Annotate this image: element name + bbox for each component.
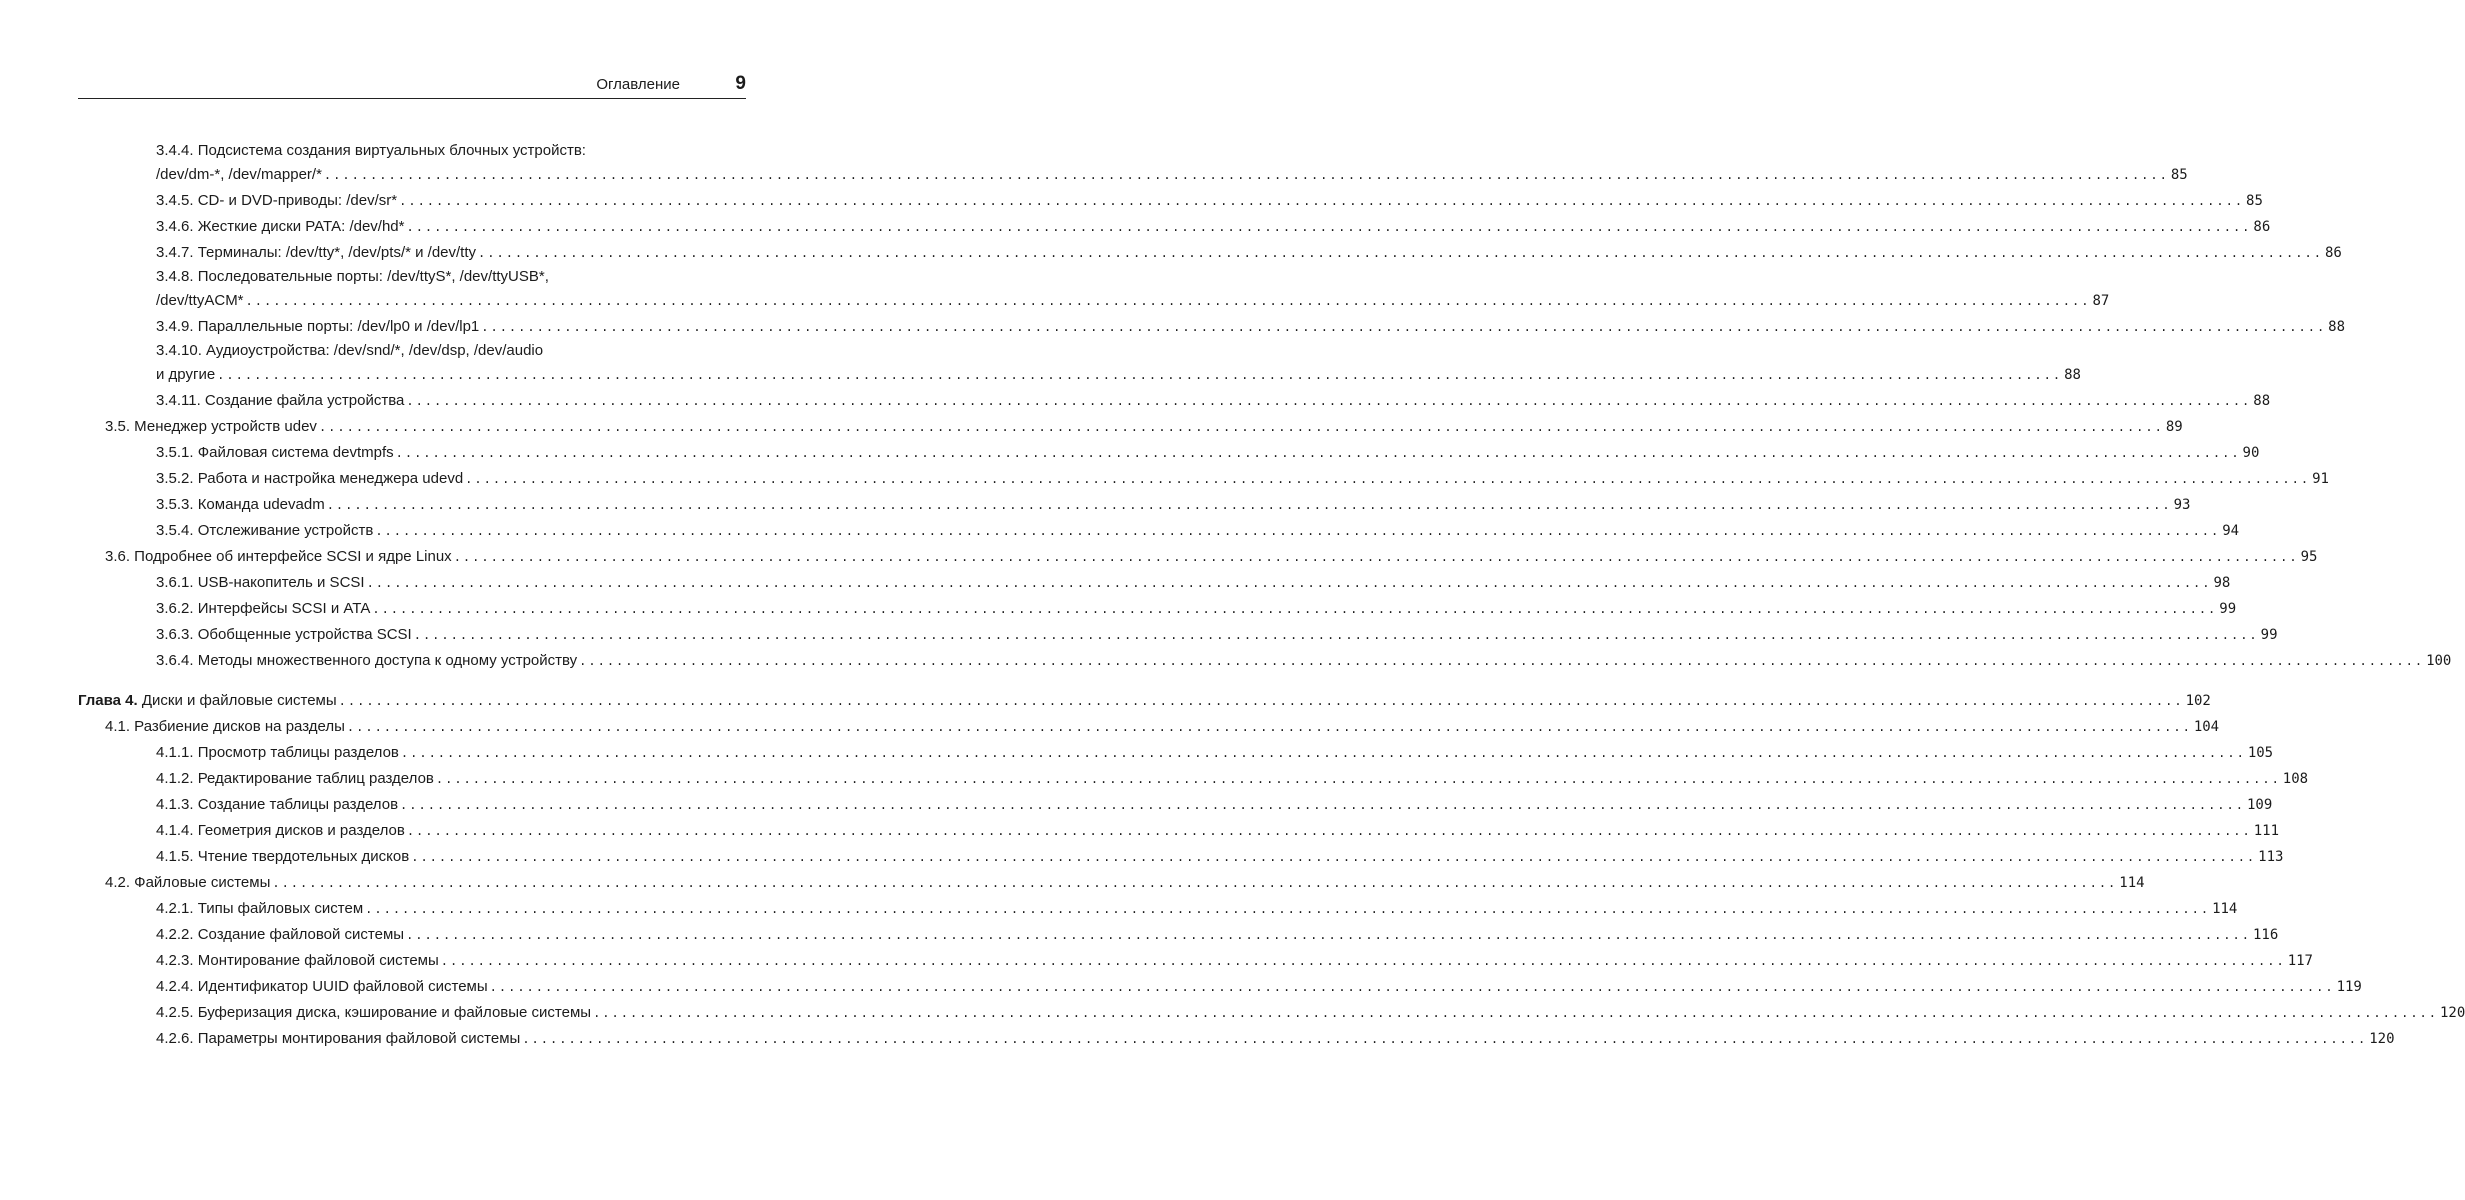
toc-entry-title: 4.2.4. Идентификатор UUID файловой системы	[156, 978, 488, 995]
toc-entry[interactable]	[78, 1026, 2395, 1052]
toc-page-number: 85	[2246, 193, 2263, 209]
toc-chapter-entry[interactable]	[78, 688, 2211, 714]
toc-entry[interactable]	[78, 922, 2279, 948]
dot-leader: ........................................................................................................................................................................................................	[217, 368, 2063, 382]
toc-entry[interactable]	[78, 740, 2274, 766]
toc-entry-title: 4.2. Файловые системы	[105, 874, 271, 891]
toc-entry-title-line1: 3.4.8. Последовательные порты: /dev/ttyS*, /dev/ttyUSB*,	[156, 268, 549, 285]
toc-entry-title: 4.2.1. Типы файловых систем	[156, 900, 364, 917]
toc-entry[interactable]	[78, 844, 2284, 870]
toc-page-number: 88	[2328, 319, 2346, 335]
toc-page-number: 114	[2212, 901, 2238, 917]
toc-entry-title: 4.1.5. Чтение твердотельных дисков	[156, 848, 410, 865]
toc-page-number: 100	[2426, 653, 2452, 669]
dot-leader: ........................................................................................................................................................................................................	[395, 446, 2241, 460]
toc-entry[interactable]	[78, 314, 2346, 340]
toc-page-number: 111	[2253, 823, 2280, 839]
dot-leader: ........................................................................................................................................................................................................	[399, 194, 2245, 208]
dot-leader: ........................................................................................................................................................................................................	[372, 602, 2218, 616]
toc-entry-title: 3.5.4. Отслеживание устройств	[156, 522, 374, 539]
toc-entry-title: 4.2.2. Создание файловой системы	[156, 926, 405, 943]
toc-page-number: 93	[2173, 497, 2191, 513]
table-of-contents	[78, 140, 2465, 1052]
dot-leader: ........................................................................................................................................................................................................	[365, 902, 2211, 916]
toc-entry-title: 3.6.1. USB-накопитель и SCSI	[156, 574, 365, 591]
toc-page-number: 108	[2282, 771, 2309, 787]
toc-entry-title: 3.5.2. Работа и настройка менеджера udevd	[156, 470, 464, 487]
toc-page-number: 116	[2252, 927, 2279, 943]
toc-entry[interactable]	[78, 544, 2318, 570]
toc-page-number: 102	[2185, 693, 2211, 709]
dot-leader: ........................................................................................................................................................................................................	[435, 772, 2281, 786]
toc-entry[interactable]	[78, 492, 2191, 518]
header-title: Оглавление	[596, 76, 680, 93]
dot-leader: ........................................................................................................................................................................................................	[440, 954, 2286, 968]
chapter-label: Глава 4.	[78, 692, 138, 709]
toc-entry[interactable]	[78, 648, 2452, 674]
toc-entry[interactable]	[78, 622, 2278, 648]
toc-entry[interactable]	[78, 792, 2273, 818]
toc-entry-title: и другие	[156, 366, 216, 383]
dot-leader: ........................................................................................................................................................................................................	[593, 1006, 2438, 1020]
dot-leader: ........................................................................................................................................................................................................	[326, 498, 2172, 512]
toc-entry-title: /dev/dm-*, /dev/mapper/*	[156, 166, 322, 183]
toc-entry-title: 3.4.7. Терминалы: /dev/tty*, /dev/pts/* и /dev/tty	[156, 244, 477, 261]
toc-entry[interactable]	[78, 518, 2240, 544]
toc-entry-title: 4.2.5. Буферизация диска, кэширование и файловые системы	[156, 1004, 592, 1021]
dot-leader: ........................................................................................................................................................................................................	[366, 576, 2212, 590]
toc-entry[interactable]	[78, 414, 2183, 440]
toc-page-number: 90	[2242, 445, 2260, 461]
toc-entry-title: Диски и файловые системы	[141, 692, 337, 709]
toc-entry-title: /dev/ttyACM*	[156, 292, 244, 309]
page-number: 9	[735, 73, 746, 94]
dot-leader: ........................................................................................................................................................................................................	[400, 746, 2246, 760]
toc-entry-title: 3.6.3. Обобщенные устройства SCSI	[156, 626, 412, 643]
toc-page-number: 94	[2222, 523, 2240, 539]
dot-leader: ........................................................................................................................................................................................................	[406, 394, 2252, 408]
toc-entry-title: 3.5.3. Команда udevadm	[156, 496, 325, 513]
toc-page-number: 120	[2369, 1031, 2395, 1047]
toc-entry[interactable]	[78, 240, 2342, 266]
toc-entry[interactable]	[78, 466, 2329, 492]
toc-entry-title-line1: 3.4.10. Аудиоустройства: /dev/snd/*, /dev/dsp, /dev/audio	[156, 342, 544, 359]
toc-entry[interactable]	[78, 140, 2188, 188]
toc-entry[interactable]	[78, 266, 2110, 314]
toc-page-number: 99	[2260, 627, 2278, 643]
toc-entry-title: 3.5.1. Файловая система devtmpfs	[156, 444, 394, 461]
toc-entry[interactable]	[78, 896, 2238, 922]
toc-entry-title: 3.4.11. Создание файла устройства	[156, 392, 405, 409]
toc-entry-title: 3.6. Подробнее об интерфейсе SCSI и ядре Linux	[105, 548, 452, 565]
toc-entry-title: 4.2.3. Монтирование файловой системы	[156, 952, 439, 969]
dot-leader: ........................................................................................................................................................................................................	[318, 420, 2164, 434]
dot-leader: ........................................................................................................................................................................................................	[338, 694, 2184, 708]
toc-page-number: 120	[2440, 1005, 2465, 1021]
toc-entry[interactable]	[78, 440, 2260, 466]
toc-entry-title-line1: 3.4.4. Подсистема создания виртуальных блочных устройств:	[156, 142, 586, 159]
dot-leader: ........................................................................................................................................................................................................	[579, 654, 2425, 668]
toc-page-number: 88	[2064, 367, 2081, 383]
toc-entry[interactable]	[78, 214, 2271, 240]
toc-page-number: 114	[2119, 875, 2145, 891]
toc-entry-title: 4.1.3. Создание таблицы разделов	[156, 796, 399, 813]
toc-page-number: 117	[2287, 953, 2313, 969]
dot-leader: ........................................................................................................................................................................................................	[481, 320, 2327, 334]
dot-leader: ........................................................................................................................................................................................................	[245, 294, 2091, 308]
toc-entry-title: 4.1.2. Редактирование таблиц разделов	[156, 770, 434, 787]
toc-entry[interactable]	[78, 596, 2237, 622]
toc-entry-title: 3.4.6. Жесткие диски PATA: /dev/hd*	[156, 218, 405, 235]
toc-entry[interactable]	[78, 948, 2313, 974]
toc-page-number: 98	[2213, 575, 2231, 591]
toc-page-number: 86	[2324, 245, 2342, 261]
toc-page-number: 119	[2336, 979, 2362, 995]
running-header	[78, 74, 746, 99]
toc-entry[interactable]	[78, 766, 2309, 792]
toc-entry[interactable]	[78, 1000, 2465, 1026]
toc-page-number: 99	[2219, 601, 2237, 617]
toc-entry-title: 3.6.2. Интерфейсы SCSI и ATA	[156, 600, 371, 617]
toc-entry-title: 3.6.4. Методы множественного доступа к одному устройству	[156, 652, 578, 669]
dot-leader: ........................................................................................................................................................................................................	[375, 524, 2221, 538]
toc-entry[interactable]	[78, 188, 2263, 214]
toc-page-number: 85	[2170, 167, 2188, 183]
toc-page-number: 95	[2300, 549, 2318, 565]
toc-entry[interactable]	[78, 870, 2145, 896]
dot-leader: ........................................................................................................................................................................................................	[411, 850, 2257, 864]
toc-entry[interactable]	[78, 340, 2081, 388]
toc-entry-title: 4.1.1. Просмотр таблицы разделов	[156, 744, 399, 761]
toc-entry-title: 3.4.9. Параллельные порты: /dev/lp0 и /dev/lp1	[156, 318, 480, 335]
toc-entry[interactable]	[78, 714, 2220, 740]
dot-leader: ........................................................................................................................................................................................................	[400, 798, 2245, 812]
toc-entry-title: 4.1.4. Геометрия дисков и разделов	[156, 822, 405, 839]
toc-entry[interactable]	[78, 388, 2271, 414]
toc-entry[interactable]	[78, 974, 2362, 1000]
dot-leader: ........................................................................................................................................................................................................	[406, 928, 2251, 942]
toc-page-number: 109	[2246, 797, 2273, 813]
toc-page-number: 91	[2312, 471, 2329, 487]
toc-entry-title: 3.4.5. CD- и DVD-приводы: /dev/sr*	[156, 192, 398, 209]
dot-leader: ........................................................................................................................................................................................................	[489, 980, 2335, 994]
dot-leader: ........................................................................................................................................................................................................	[478, 246, 2323, 260]
toc-entry[interactable]	[78, 570, 2231, 596]
toc-entry-title: 4.1. Разбиение дисков на разделы	[105, 718, 345, 735]
toc-page-number: 89	[2165, 419, 2183, 435]
toc-page-number: 88	[2253, 393, 2271, 409]
toc-page-number: 87	[2092, 293, 2110, 309]
dot-leader: ........................................................................................................................................................................................................	[346, 720, 2192, 734]
dot-leader: ........................................................................................................................................................................................................	[522, 1032, 2368, 1046]
toc-entry-title: 3.5. Менеджер устройств udev	[105, 418, 317, 435]
toc-entry-title: 4.2.6. Параметры монтирования файловой системы	[156, 1030, 521, 1047]
dot-leader: ........................................................................................................................................................................................................	[406, 824, 2252, 838]
dot-leader: ........................................................................................................................................................................................................	[453, 550, 2299, 564]
dot-leader: ........................................................................................................................................................................................................	[413, 628, 2259, 642]
toc-page-number: 113	[2258, 849, 2284, 865]
dot-leader: ........................................................................................................................................................................................................	[465, 472, 2311, 486]
dot-leader: ........................................................................................................................................................................................................	[323, 168, 2169, 182]
toc-page-number: 104	[2193, 719, 2220, 735]
toc-page-number: 86	[2253, 219, 2271, 235]
dot-leader: ........................................................................................................................................................................................................	[272, 876, 2118, 890]
toc-entry[interactable]	[78, 818, 2280, 844]
toc-page-number: 105	[2247, 745, 2274, 761]
dot-leader: ........................................................................................................................................................................................................	[406, 220, 2252, 234]
